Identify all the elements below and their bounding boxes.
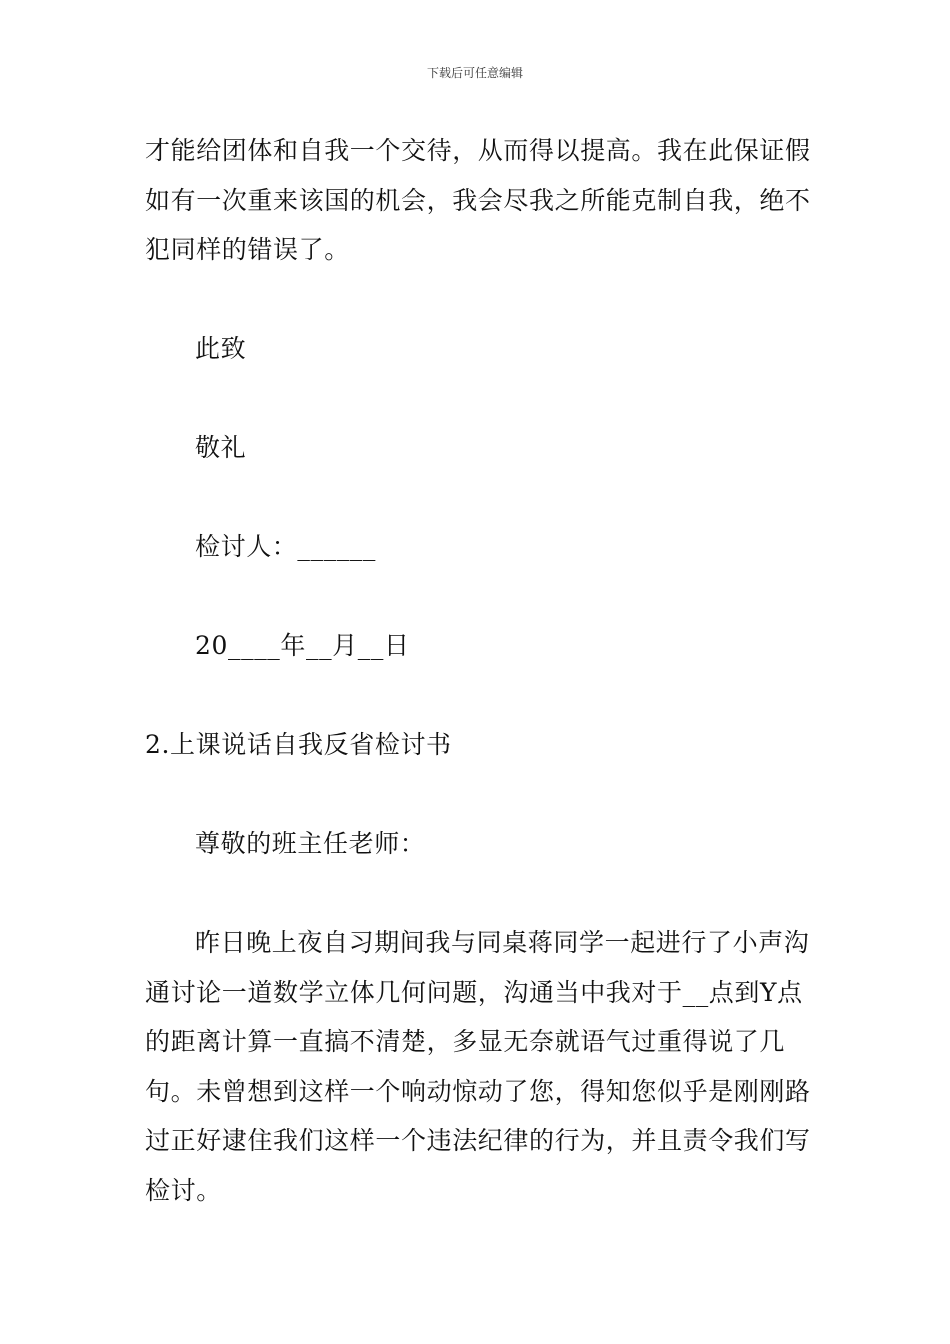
salutation-cizhi: 此致 xyxy=(195,334,247,363)
date-line: 20____年__月__日 xyxy=(195,631,410,660)
page-header: 下载后可任意编辑 xyxy=(426,66,523,80)
salutation-jingli: 敬礼 xyxy=(195,433,247,462)
letter-greeting: 尊敬的班主任老师： xyxy=(195,829,426,858)
paragraph-body: 昨日晚上夜自习期间我与同桌蒋同学一起进行了小声沟通讨论一道数学立体几何问题，沟通当中我对于__点到Y点的距离计算一直搞不清楚，多显无奈就语气过重得说了几句。未曾想到这样一个响动惊动了您，得知您似乎是刚刚路过正好逮住我们这样一个违法纪律的行为，并且责令我们写检讨。 xyxy=(145,928,811,1205)
section-heading: 2.上课说话自我反省检讨书 xyxy=(145,730,452,759)
paragraph-closing: 才能给团体和自我一个交待，从而得以提高。我在此保证假如有一次重来该国的机会，我会尽我之所能克制自我，绝不犯同样的错误了。 xyxy=(145,136,811,264)
signature-line: 检讨人：______ xyxy=(195,532,377,561)
